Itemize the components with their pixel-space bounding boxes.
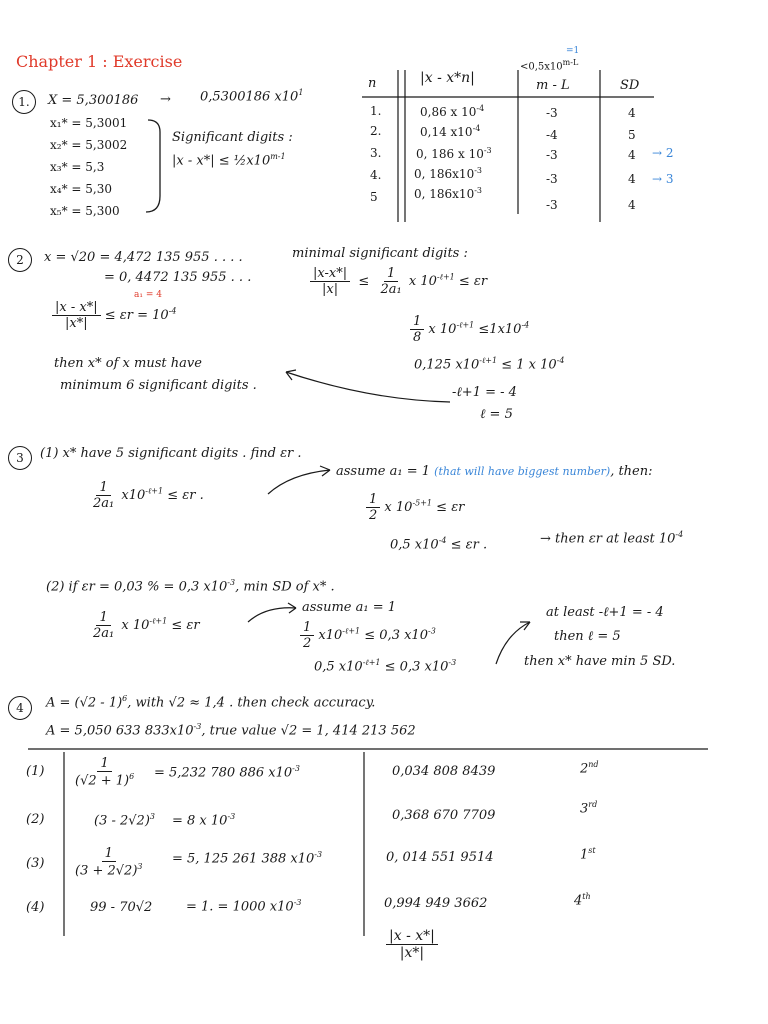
ex3-assume: assume a₁ = 1 (that will have biggest number), then: — [336, 464, 653, 479]
exercise-number-3: 3 — [8, 446, 32, 470]
ex3-result-3: then x* have min 5 SD. — [524, 654, 676, 669]
ex1-arrow: → — [160, 92, 171, 107]
ex4-row-error: 0,368 670 7709 — [392, 808, 496, 823]
ex4-row-expr: 99 - 70√2 — [90, 900, 153, 915]
ex3-part-2-step-1: $\frac{1}{2}$ $x10^{-\ell+1} \le 0,3$ $x10^{-3}$ — [300, 620, 436, 651]
row-n: 5 — [370, 190, 378, 204]
row-m: -3 — [546, 148, 558, 162]
ex4-footer-formula: $\frac{|x - x*|}{|x*|}$ — [386, 928, 438, 961]
approx-value-3: 5,3 — [85, 160, 105, 174]
ex4-line-1: A = (√2 - 1)$^6$, with √2 ≈ 1,4 . then check accuracy. — [46, 694, 376, 711]
row-n: 4. — [370, 168, 382, 182]
ex2-a1: a₁ = 4 — [134, 290, 162, 300]
exercise-number-4: 4 — [8, 696, 32, 720]
row-sd: 4 — [628, 198, 636, 212]
row-sd: 5 — [628, 128, 636, 142]
approx-label-4: x₄* = — [50, 182, 82, 196]
ex4-row-id: (2) — [26, 812, 45, 827]
row-err: 0,86 x $10^{-4}$ — [420, 104, 485, 119]
ex4-row-expr: (3 - 2√2)$^3$ — [94, 812, 155, 829]
row-note: → 3 — [652, 172, 674, 186]
ex2-step-1: $\frac{|x-x*|}{|x|}$ ≤ $\frac{1}{\text{2a₁}}$ x $10^{-\ell+1} \le \varepsilon r$ — [310, 266, 487, 297]
ex2-step-5: ℓ = 5 — [480, 407, 513, 422]
table-row — [370, 104, 381, 118]
row-sd: 4 — [628, 148, 636, 162]
ex2-x-line: x = √20 = 4,472 135 955 . . . . — [44, 250, 243, 265]
brace — [146, 120, 160, 212]
ex2-rel-error: $\frac{|x - x*|}{|x*|}$ ≤ $\varepsilon r = 10^{-4}$ — [52, 300, 176, 331]
ex1-approximations — [50, 116, 127, 226]
curved-arrow-3 — [248, 608, 296, 622]
row-m: -3 — [546, 172, 558, 186]
row-n: 2. — [370, 124, 382, 138]
ex4-row-id: (4) — [26, 900, 45, 915]
ex1-sig-title: Significant digits : — [172, 130, 293, 145]
ex3-part-2-formula: $\frac{1}{\text{2a₁}}$ x $10^{-\ell+1} \le \varepsilon r$ — [93, 610, 200, 641]
ex2-min-title: minimal significant digits : — [292, 246, 468, 261]
table-header-err: |x - x*n| — [420, 70, 475, 86]
row-sd: 4 — [628, 172, 636, 186]
row-err: 0, $186x10^{-3}$ — [414, 166, 483, 181]
ex3-part-2: (2) if εr = 0,03 % = 0,3 $x10^{-3}$, min SD of x* . — [46, 578, 335, 595]
ex4-row-value: = 5,232 780 886 $x10^{-3}$ — [154, 764, 300, 781]
approx-label-1: x₁* = — [50, 116, 82, 130]
ex4-row-expr: $\frac{1}{(√2 + 1)^6}$ — [75, 756, 135, 789]
ex4-row-id: (3) — [26, 856, 45, 871]
ex4-row-rank: 4th — [574, 892, 591, 909]
ex4-row-id: (1) — [26, 764, 45, 779]
ex2-step-3: 0,125 $x10^{-\ell+1} \le 1$ x $10^{-4}$ — [414, 356, 565, 373]
exercise-number-1: 1. — [12, 90, 36, 114]
table-header-bound: $<0,5x10^{m-L}$ — [520, 58, 579, 73]
approx-value-1: 5,3001 — [85, 116, 128, 130]
ex3-result-2: then ℓ = 5 — [554, 629, 621, 644]
ex4-row-expr: $\frac{1}{(3 + 2√2)^3}$ — [75, 846, 143, 879]
ex3-result-1: at least -ℓ+1 = - 4 — [546, 605, 664, 620]
table-header-bound-top: =1 — [566, 46, 580, 56]
ex4-row-error: 0,034 808 8439 — [392, 764, 496, 779]
row-n: 1. — [370, 104, 382, 118]
ex4-row-rank: 3rd — [580, 800, 598, 817]
row-sd: 4 — [628, 106, 636, 120]
row-m: -3 — [546, 198, 558, 212]
row-m: -3 — [546, 106, 558, 120]
ex2-then-2: minimum 6 significant digits . — [60, 378, 257, 393]
ex2-norm-line: = 0, 4472 135 955 . . . — [104, 270, 252, 285]
ex2-then-1: then x* of x must have — [54, 356, 202, 371]
ex4-row-error: 0,994 949 3662 — [384, 896, 488, 911]
approx-label-3: x₃* = — [50, 160, 82, 174]
ex4-row-value: = 8 x $10^{-3}$ — [172, 812, 236, 829]
row-note: → 2 — [652, 146, 674, 160]
ex3-step-2: 0,5 $x10^{-4} \le \varepsilon r$ . — [390, 536, 488, 553]
ex3-step-1: $\frac{1}{2}$ x $10^{-5+1} \le \varepsilon r$ — [366, 492, 464, 523]
ex4-row-value: = 5, 125 261 388 $x10^{-3}$ — [172, 850, 323, 867]
ex3-part-1: (1) x* have 5 significant digits . find εr . — [40, 446, 302, 461]
exercise-number-2: 2 — [8, 248, 32, 272]
ex4-row-error: 0, 014 551 9514 — [386, 850, 494, 865]
approx-label-5: x₅* = — [50, 204, 82, 218]
ex4-line-2: A = 5,050 633 $833x10^{-3}$, true value √2 = 1, 414 213 562 — [46, 722, 416, 739]
approx-value-5: 5,300 — [85, 204, 120, 218]
ex3-part-2-assume: assume a₁ = 1 — [302, 600, 397, 615]
ex1-x-value: X = 5,300186 — [48, 93, 139, 108]
ex4-row-value: = 1. = 1000 $x10^{-3}$ — [186, 898, 302, 915]
table-header-sd: SD — [620, 78, 640, 93]
ex3-part-1-formula: $\frac{1}{\text{2a₁}}$ $x10^{-\ell+1} \le \varepsilon r$ . — [93, 480, 204, 511]
ex1-normalized: 0,5300186 $x10^1$ — [200, 88, 304, 105]
ex4-row-rank: 1st — [580, 846, 596, 863]
row-err: 0, $186x10^{-3}$ — [414, 186, 483, 201]
approx-label-2: x₂* = — [50, 138, 82, 152]
curved-arrow-2 — [268, 470, 330, 494]
table-header-m-l: m - L — [536, 78, 570, 93]
ex2-step-4: -ℓ+1 = - 4 — [452, 385, 517, 400]
ex4-row-rank: 2nd — [580, 760, 599, 777]
approx-value-2: 5,3002 — [85, 138, 128, 152]
row-n: 3. — [370, 146, 382, 160]
row-err: 0, 186 x $10^{-3}$ — [416, 146, 492, 161]
ex1-sig-formula: $|x - x*| \le \frac{1}{2}x10^{m-1}$ — [172, 152, 286, 169]
approx-value-4: 5,30 — [85, 182, 112, 196]
page-title: Chapter 1 : Exercise — [16, 52, 183, 71]
ex2-step-2: $\frac{1}{8}$ x $10^{-\ell+1} \le 1x10^{-4}$ — [410, 314, 529, 345]
ex3-step-2-conclusion: → then εr at least $10^{-4}$ — [540, 530, 684, 547]
curved-arrow-1 — [286, 372, 450, 402]
row-err: 0,14 $x10^{-4}$ — [420, 124, 481, 139]
row-m: -4 — [546, 128, 558, 142]
table-header-n: n — [368, 76, 377, 91]
ex3-part-2-step-2: 0,5 $x10^{-\ell+1} \le 0,3$ $x10^{-3}$ — [314, 658, 457, 675]
